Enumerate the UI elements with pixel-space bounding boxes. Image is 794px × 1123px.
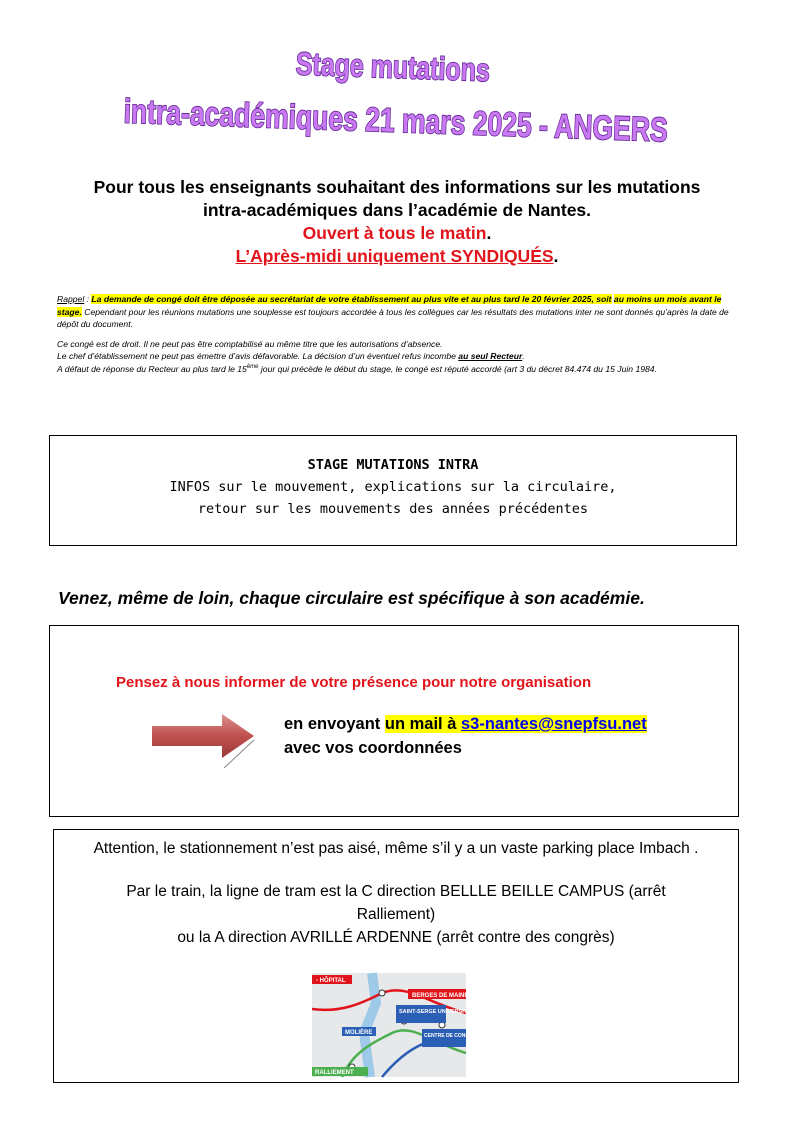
rappel-highlight-2: au moins un mois avant le stage. (57, 294, 722, 317)
stage-box-title: STAGE MUTATIONS INTRA (307, 457, 479, 473)
envoyant-text: en envoyant (284, 715, 385, 733)
period-2: . (553, 246, 559, 266)
venez-text: Venez, même de loin, chaque circulaire est spécifique à son académie. (58, 588, 645, 608)
train-text-1: Par le train, la ligne de tram est la C direction BELLLE BEILLE CAMPUS (arrêt Ralliement) (126, 883, 666, 923)
intro-block (60, 176, 734, 268)
page-title (0, 40, 794, 170)
contact-box (49, 625, 739, 817)
svg-text:MOLIÈRE: MOLIÈRE (345, 1030, 373, 1036)
stage-box-line-2: retour sur les mouvements des années précédentes (197, 501, 589, 517)
rappel-rest: Cependant pour les réunions mutations une souplesse est toujours accordée à tous les collègues car les résultats des mutations inter ne sont donnés qu’après la date de dépôt du document. (57, 306, 729, 330)
open-morning-text: Ouvert à tous le matin (302, 223, 487, 243)
defaut-text-2: jour qui précède le début du stage, le congé est réputé accordé (art 3 du décret 84.474 du 15 Juin 1984. (258, 363, 657, 374)
title-line-1: Stage mutations (295, 46, 491, 90)
svg-text:- HÔPITAL: - HÔPITAL (316, 978, 346, 984)
coordonnees-text: avec vos coordonnées (284, 739, 462, 757)
droit-text: Ce congé est de droit. Il ne peut pas être comptabilisé au même titre que les autorisations d’absence. (57, 338, 443, 349)
parking-text: Attention, le stationnement n’est pas aisé, même s’il y a un vaste parking place Imbach . (93, 840, 699, 857)
defaut-text-1: A défaut de réponse du Recteur au plus tard le 15 (57, 363, 247, 374)
rappel-highlight-1: La demande de congé doit être déposée au secrétariat de votre établissement au plus vite et au plus tard le 20 février 2025, soit (91, 294, 612, 304)
train-text-2: ou la A direction AVRILLÉ ARDENNE (arrêt contre des congrès) (177, 929, 615, 946)
title-wordart (0, 40, 794, 170)
access-box (53, 829, 739, 1083)
intro-line-1: Pour tous les enseignants souhaitant des informations sur les mutations (93, 177, 701, 197)
period-1: . (486, 223, 492, 243)
email-link[interactable]: s3-nantes@snepfsu.net (460, 715, 647, 733)
un-mail-text: un mail à (384, 715, 461, 733)
afternoon-text: L’Après-midi uniquement SYNDIQUÉS (235, 246, 554, 266)
stage-box-line-1: INFOS sur le mouvement, explications sur la circulaire, (169, 479, 617, 495)
tram-map-image (312, 973, 480, 1077)
svg-text:BERGES DE MAINE: BERGES DE MAINE (412, 993, 469, 999)
intro-line-2: intra-académiques dans l’académie de Nantes. (202, 200, 592, 220)
svg-text:SAINT-SERGE UNIVERSITÉ: SAINT-SERGE UNIVERSITÉ (399, 1009, 471, 1015)
stage-info-box (49, 435, 737, 546)
chef-bold: au seul Recteur (458, 351, 523, 362)
svg-text:CENTRE DE CONGRÈS: CENTRE DE CONGRÈS (424, 1033, 480, 1039)
rules-text: Rappel : La demande de congé doit être déposée au secrétariat de votre établissement au plus vite et au plus tard le 20 février 2025, soit au moins un mois avant le stage. Cependant pour les réunions mutations une souplesse est toujours accordée à tous les collègues car les résultats des mutations inter ne sont donnés qu’après la date de dépôt du document. Ce congé est de droit. Il ne peut pas être comptabilisé au même titre que les autorisations d’absence. Le chef d’établissement ne peut pas émettre d’avis défavorable. La décision d’un éventuel refus incombe au seul Recteur. A défaut de réponse du Recteur au plus tard le 15ème jour qui précède le début du stage, le congé est réputé accordé (art 3 du décret 84.474 du 15 Juin 1984. (57, 294, 729, 374)
pensez-text: Pensez à nous informer de votre présence pour notre organisation (116, 674, 592, 691)
svg-text:RALLIEMENT: RALLIEMENT (315, 1070, 354, 1076)
chef-text: Le chef d’établissement ne peut pas émettre d’avis défavorable. La décision d’un éventuel refus incombe (57, 351, 459, 362)
right-arrow-icon (146, 712, 258, 772)
rappel-label: Rappel (57, 294, 85, 304)
title-line-2: intra-académiques 21 mars 2025 - ANGERS (123, 92, 669, 150)
mail-instructions (284, 712, 647, 760)
